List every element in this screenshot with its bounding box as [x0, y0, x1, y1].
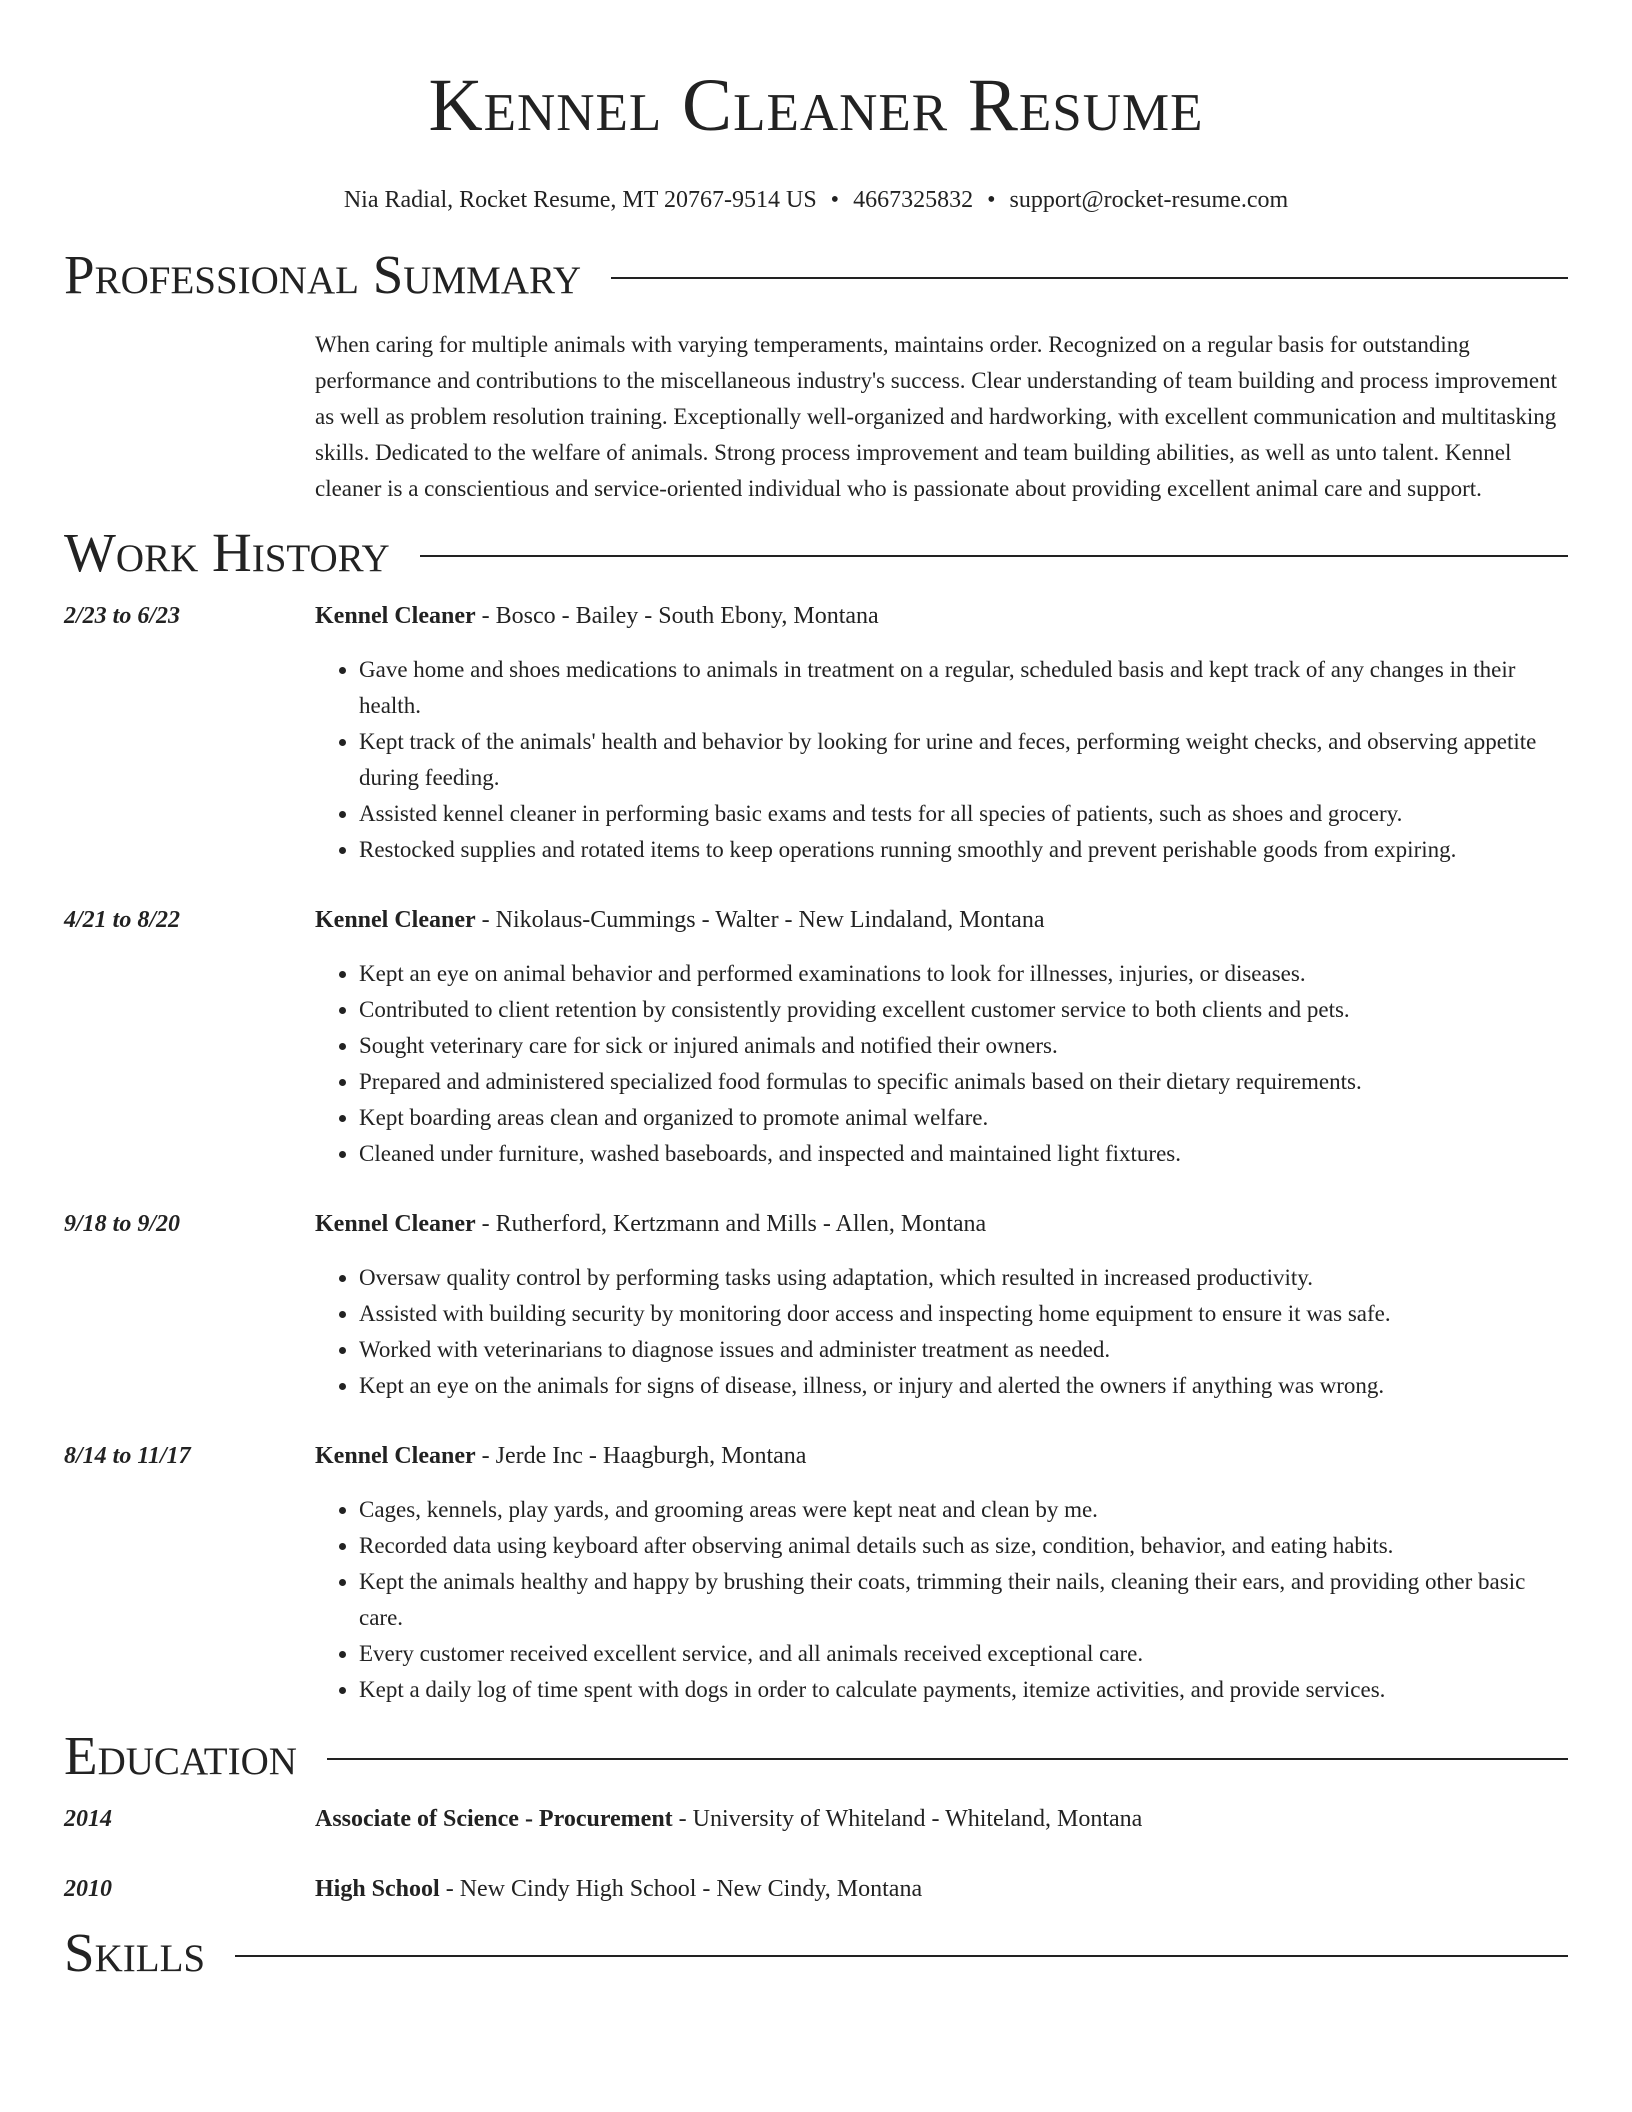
contact-email: support@rocket-resume.com	[1009, 187, 1289, 213]
job-bullet: • Recorded data using keyboard after observing animal details such as size, condition, behavior, and eating habits.	[359, 1528, 1568, 1564]
section-divider	[420, 555, 1568, 557]
job-title: Kennel Cleaner	[315, 1443, 476, 1469]
job-body	[315, 1206, 1568, 1404]
summary-heading: Professional Summary	[64, 244, 582, 305]
job-title: Kennel Cleaner	[315, 603, 476, 629]
job-bullet: • Cleaned under furniture, washed baseboards, and inspected and maintained light fixtures.	[359, 1136, 1568, 1172]
education-entry	[64, 1871, 1568, 1907]
job-dates: 8/14 to 11/17	[64, 1443, 191, 1469]
job-entry	[64, 1206, 1568, 1404]
education-year: 2014	[64, 1806, 112, 1832]
education-heading: Education	[64, 1725, 297, 1786]
job-title: Kennel Cleaner	[315, 1211, 476, 1237]
job-bullet: • Cages, kennels, play yards, and grooming areas were kept neat and clean by me.	[359, 1492, 1568, 1528]
job-bullets	[315, 1492, 1568, 1708]
job-bullets	[315, 1260, 1568, 1404]
resume-title: Kennel Cleaner Resume	[428, 64, 1204, 147]
job-bullet: • Contributed to client retention by consistently providing excellent customer service to both clients and pets.	[359, 992, 1568, 1028]
job-header	[315, 1438, 1568, 1474]
education-school: - New Cindy High School - New Cindy, Montana	[439, 1876, 923, 1902]
work-section-header	[64, 521, 1568, 585]
section-divider	[327, 1758, 1568, 1760]
education-details	[315, 1801, 1142, 1837]
job-bullet: • Oversaw quality control by performing tasks using adaptation, which resulted in increased productivity.	[359, 1260, 1568, 1296]
job-bullet: • Kept track of the animals' health and behavior by looking for urine and feces, performing weight checks, and observing appetite during feeding.	[359, 724, 1568, 796]
job-entry	[64, 598, 1568, 868]
job-bullet: • Kept an eye on the animals for signs of disease, illness, or injury and alerted the owners if anything was wrong.	[359, 1368, 1568, 1404]
education-entry	[64, 1801, 1568, 1837]
job-bullet: • Gave home and shoes medications to animals in treatment on a regular, scheduled basis and kept track of any changes in their health.	[359, 652, 1568, 724]
skills-heading: Skills	[64, 1922, 206, 1983]
job-entry	[64, 902, 1568, 1172]
section-divider	[611, 277, 1568, 279]
education-year: 2010	[64, 1876, 112, 1902]
job-bullet: • Assisted with building security by monitoring door access and inspecting home equipment to ensure it was safe.	[359, 1296, 1568, 1332]
job-bullet: • Assisted kennel cleaner in performing basic exams and tests for all species of patients, such as shoes and grocery.	[359, 796, 1568, 832]
job-bullets	[315, 652, 1568, 868]
summary-section-header	[64, 243, 1568, 307]
contact-phone: 4667325832	[853, 187, 974, 213]
contact-address: Nia Radial, Rocket Resume, MT 20767-9514 US	[343, 187, 817, 213]
summary-text: When caring for multiple animals with varying temperaments, maintains order. Recognized on a regular basis for outstanding performance and contributions to the miscellaneous industry's success. Clear understanding of team building and process improvement as well as problem resolution training. Exceptionally well-organized and hardworking, with excellent communication and multitasking skills. Dedicated to the welfare of animals. Strong process improvement and team building abilities, as well as unto talent. Kennel cleaner is a conscientious and service-oriented individual who is passionate about providing excellent animal care and support.	[315, 332, 1557, 501]
job-bullet: • Restocked supplies and rotated items to keep operations running smoothly and prevent perishable goods from expiring.	[359, 832, 1568, 868]
job-body	[315, 598, 1568, 868]
contact-separator: •	[987, 187, 996, 213]
education-school: - University of Whiteland - Whiteland, Montana	[672, 1806, 1143, 1832]
job-header	[315, 1206, 1568, 1242]
job-employer: - Jerde Inc - Haagburgh, Montana	[475, 1443, 807, 1469]
job-entry	[64, 1438, 1568, 1708]
job-bullet: • Kept a daily log of time spent with dogs in order to calculate payments, itemize activities, and provide services.	[359, 1672, 1568, 1708]
job-bullet: • Kept boarding areas clean and organized to promote animal welfare.	[359, 1100, 1568, 1136]
job-dates: 9/18 to 9/20	[64, 1211, 181, 1237]
job-dates: 4/21 to 8/22	[64, 907, 181, 933]
education-degree: High School	[315, 1876, 440, 1902]
job-title: Kennel Cleaner	[315, 907, 476, 933]
job-bullet: • Worked with veterinarians to diagnose issues and administer treatment as needed.	[359, 1332, 1568, 1368]
job-employer: - Rutherford, Kertzmann and Mills - Allen, Montana	[475, 1211, 987, 1237]
education-degree: Associate of Science - Procurement	[315, 1806, 673, 1832]
job-header	[315, 598, 1568, 634]
job-bullet: • Sought veterinary care for sick or injured animals and notified their owners.	[359, 1028, 1568, 1064]
education-section-header	[64, 1724, 1568, 1788]
job-bullet: • Kept an eye on animal behavior and performed examinations to look for illnesses, injuries, or diseases.	[359, 956, 1568, 992]
job-employer: - Nikolaus-Cummings - Walter - New Lindaland, Montana	[475, 907, 1045, 933]
contact-line	[64, 184, 1568, 216]
education-details	[315, 1871, 922, 1907]
job-bullet: • Kept the animals healthy and happy by brushing their coats, trimming their nails, cleaning their ears, and providing other basic care.	[359, 1564, 1568, 1636]
job-bullet: • Every customer received excellent service, and all animals received exceptional care.	[359, 1636, 1568, 1672]
section-divider	[235, 1955, 1568, 1957]
job-employer: - Bosco - Bailey - South Ebony, Montana	[475, 603, 879, 629]
skills-section-header	[64, 1921, 1568, 1985]
job-bullets	[315, 956, 1568, 1172]
job-bullet: • Prepared and administered specialized food formulas to specific animals based on their dietary requirements.	[359, 1064, 1568, 1100]
resume-page	[64, 0, 1568, 1985]
contact-separator: •	[830, 187, 840, 213]
work-heading: Work History	[64, 522, 390, 583]
job-body	[315, 902, 1568, 1172]
job-dates: 2/23 to 6/23	[64, 603, 181, 629]
job-header	[315, 902, 1568, 938]
job-body	[315, 1438, 1568, 1708]
